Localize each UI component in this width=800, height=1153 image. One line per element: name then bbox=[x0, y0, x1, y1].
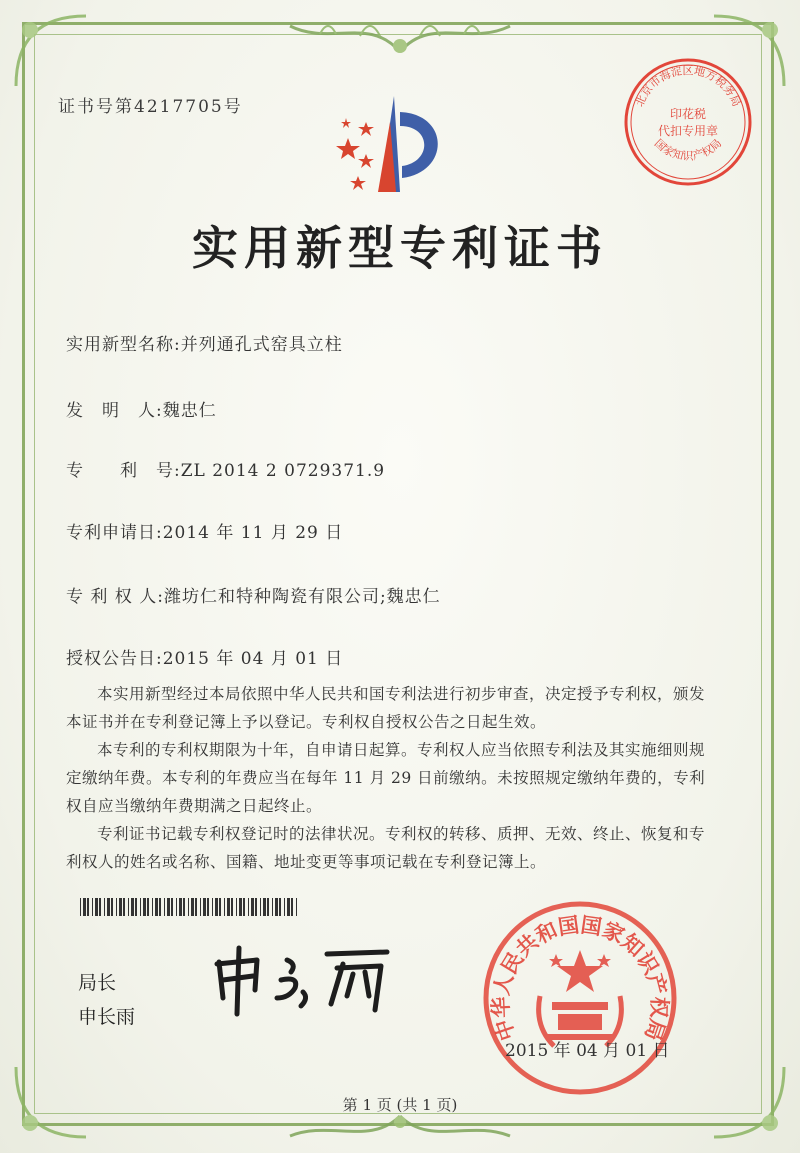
field-value: 并列通孔式窑具立柱 bbox=[180, 335, 343, 355]
certificate-number: 证书号第4217705号 bbox=[58, 97, 243, 117]
svg-text:北京市海淀区地方税务局 bbox=[633, 63, 743, 108]
seal-ring-text: 中华人民共和国国家知识产权局 bbox=[488, 912, 672, 1044]
tax-seal-ring-text: 北京市海淀区地方税务局 bbox=[632, 64, 744, 109]
field-label: 专利申请日: bbox=[66, 523, 163, 543]
corner-ornament-top-left bbox=[6, 6, 96, 96]
tax-seal-line-1: 印花税 bbox=[669, 107, 707, 121]
bottom-floral-ornament bbox=[280, 1110, 520, 1150]
body-paragraph: 专利证书记载专利权登记时的法律状况。专利权的转移、质押、无效、终止、恢复和专利权人的姓名或名称、国籍、地址变更等事项记载在专利登记簿上。 bbox=[66, 825, 706, 871]
field-label: 实用新型名称: bbox=[66, 335, 181, 355]
national-ip-office-seal bbox=[480, 898, 680, 1098]
barcode bbox=[80, 898, 300, 918]
director-name: 申长雨 bbox=[78, 1006, 136, 1028]
top-floral-ornament bbox=[270, 6, 530, 58]
issue-date: 2015 年 04 月 01 日 bbox=[505, 1041, 670, 1061]
certificate-title: 实用新型专利证书 bbox=[192, 221, 608, 275]
field-label: 发 明 人: bbox=[66, 401, 163, 421]
field-value: 2014 年 11 月 29 日 bbox=[162, 523, 344, 543]
body-paragraph: 本专利的专利权期限为十年，自申请日起算。专利权人应当依照专利法及其实施细则规定缴纳年费。本专利的年费应当在每年 11 月 29 日前缴纳。未按照规定缴纳年费的，专利权自应当缴纳年费期满之日起终止。 bbox=[66, 741, 706, 815]
field-value: 潍坊仁和特种陶瓷有限公司;魏忠仁 bbox=[163, 587, 441, 607]
body-paragraph: 本实用新型经过本局依照中华人民共和国专利法进行初步审查，决定授予专利权，颁发本证书并在专利登记簿上予以登记。专利权自授权公告之日起生效。 bbox=[66, 685, 706, 731]
tax-stamp-seal bbox=[618, 52, 758, 192]
field-utility-model-name bbox=[66, 330, 343, 355]
field-application-date bbox=[66, 518, 343, 543]
certificate-body-text bbox=[66, 680, 716, 876]
field-value: 2015 年 04 月 01 日 bbox=[162, 649, 344, 669]
patent-office-logo bbox=[320, 92, 460, 202]
tax-seal-bottom-text: 国家知识产权局 bbox=[651, 136, 725, 163]
field-label: 专 利 号: bbox=[66, 461, 181, 481]
field-inventor bbox=[66, 396, 217, 421]
director-title: 局长 bbox=[78, 972, 117, 994]
field-patent-number bbox=[66, 456, 385, 481]
field-value: ZL 2014 2 0729371.9 bbox=[180, 461, 386, 481]
tax-seal-line-2: 代扣专用章 bbox=[657, 124, 719, 138]
field-patentee bbox=[66, 582, 441, 607]
page-number-footer: 第 1 页 (共 1 页) bbox=[342, 1096, 458, 1114]
field-label: 专 利 权 人: bbox=[66, 587, 164, 607]
field-value: 魏忠仁 bbox=[162, 401, 217, 421]
director-signature bbox=[205, 940, 405, 1020]
field-grant-announcement-date bbox=[66, 644, 343, 669]
field-label: 授权公告日: bbox=[66, 649, 163, 669]
svg-text:国家知识产权局 bbox=[652, 137, 724, 163]
